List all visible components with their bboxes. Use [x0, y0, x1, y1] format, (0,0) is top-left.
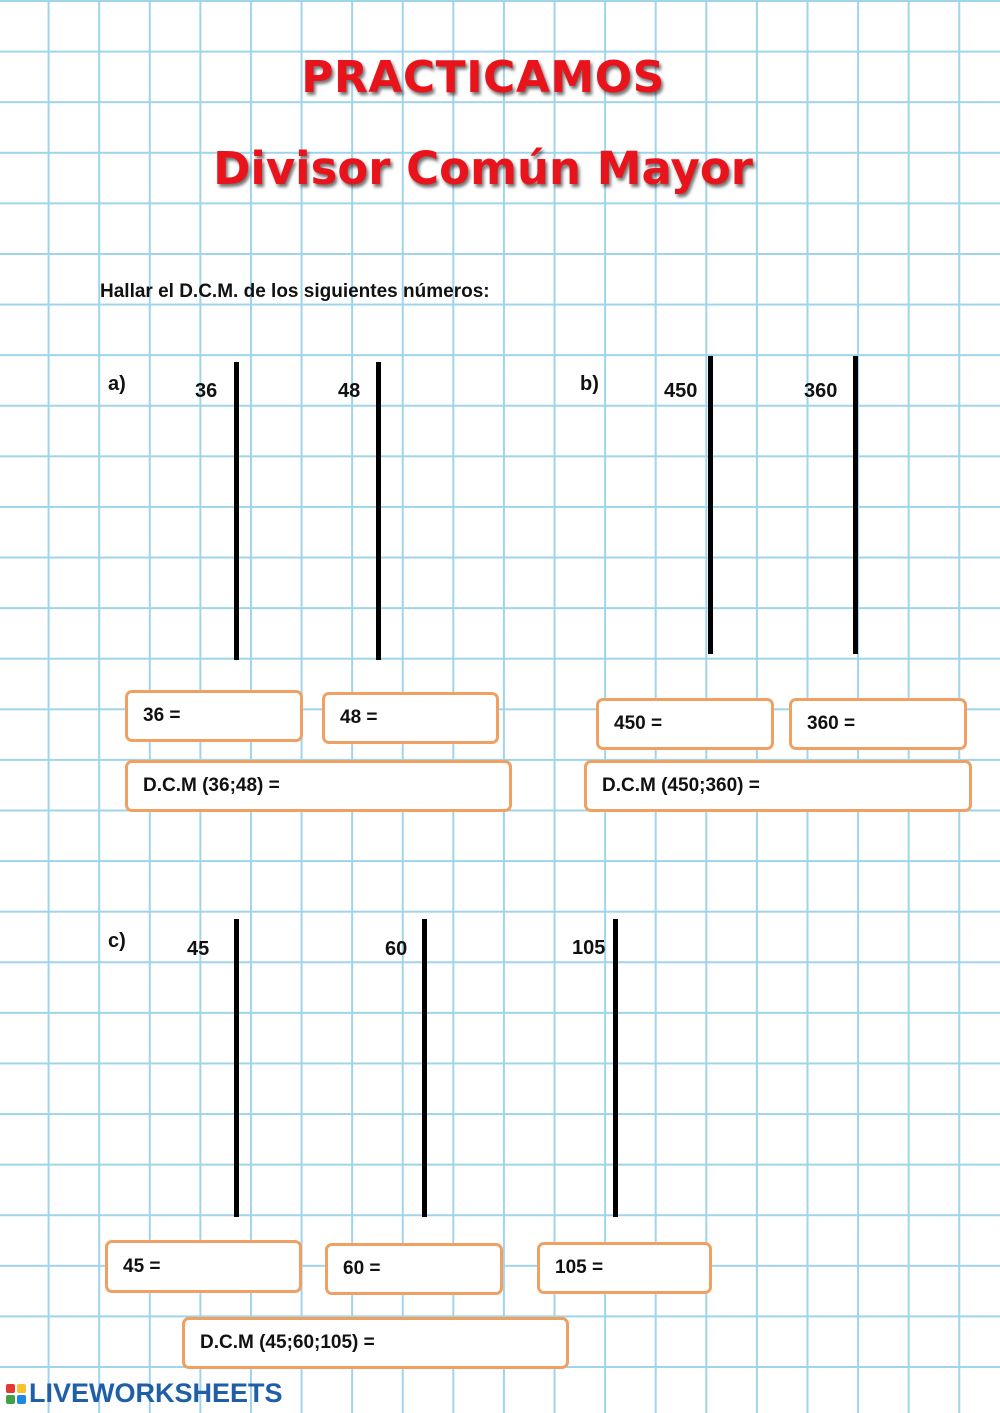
answer-box[interactable]: 48 = [322, 692, 499, 744]
exercise-label: a) [108, 373, 126, 395]
result-box[interactable]: D.C.M (45;60;105) = [182, 1317, 569, 1369]
liveworksheets-logo [6, 1378, 283, 1409]
number-label: 60 [385, 938, 408, 960]
answer-box[interactable]: 450 = [596, 698, 774, 750]
page-title: PRACTICAMOS [301, 52, 665, 103]
division-line [234, 919, 239, 1217]
logo-square [17, 1384, 26, 1393]
division-line [234, 362, 239, 660]
logo-grid-icon [6, 1384, 26, 1404]
exercise-label: b) [580, 373, 599, 395]
division-line [422, 919, 427, 1217]
number-label: 45 [187, 938, 210, 960]
exercise-label: c) [108, 930, 126, 952]
result-box[interactable]: D.C.M (36;48) = [125, 760, 512, 812]
division-line [376, 362, 381, 660]
number-label: 450 [664, 380, 698, 402]
answer-box[interactable]: 360 = [789, 698, 967, 750]
number-label: 360 [804, 380, 838, 402]
number-label: 36 [195, 380, 218, 402]
number-label: 105 [572, 937, 606, 959]
logo-square [6, 1384, 15, 1393]
answer-box[interactable]: 36 = [125, 690, 303, 742]
division-line [853, 356, 858, 654]
logo-square [6, 1395, 15, 1404]
answer-box[interactable]: 105 = [537, 1242, 712, 1294]
division-line [708, 356, 713, 654]
result-box[interactable]: D.C.M (450;360) = [584, 760, 972, 812]
instruction-text: Hallar el D.C.M. de los siguientes números: [100, 281, 490, 302]
logo-square [17, 1395, 26, 1404]
answer-box[interactable]: 60 = [325, 1243, 503, 1295]
logo-text: LIVEWORKSHEETS [29, 1378, 283, 1408]
answer-box[interactable]: 45 = [105, 1240, 302, 1293]
number-label: 48 [338, 380, 361, 402]
page-subtitle: Divisor Común Mayor [213, 142, 753, 195]
division-line [613, 919, 618, 1217]
